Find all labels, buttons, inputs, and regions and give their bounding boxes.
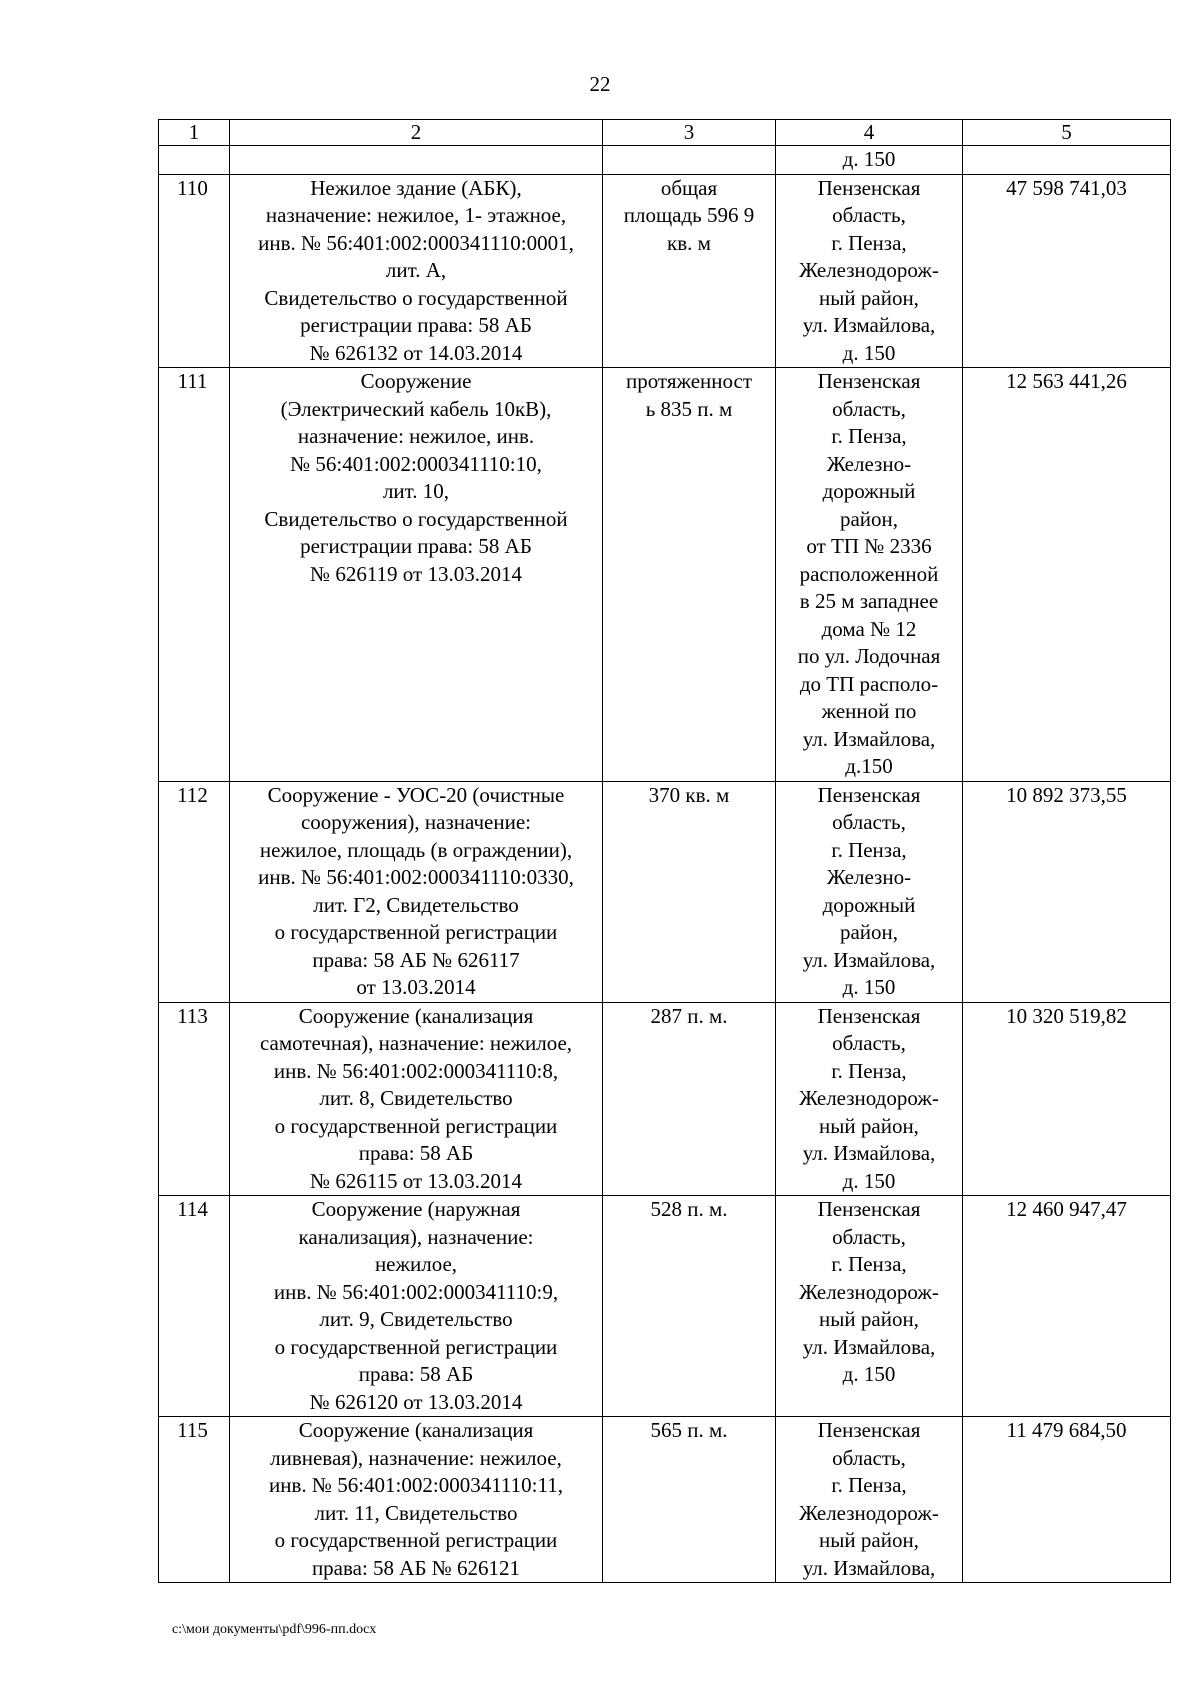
cell-measure: протяженност ь 835 п. м xyxy=(603,368,776,782)
header-col-1: 1 xyxy=(159,120,230,146)
cell-num: 110 xyxy=(159,174,230,368)
table-body xyxy=(159,146,1171,1583)
cell-description: Сооружение - УОС-20 (очистные сооружения), назначение: нежилое, площадь (в ограждении), инв. № 56:401:002:000341110:0330, лит. Г2, Свидетельство о государственной регистрации права: 58 АБ № 626117 от 13.03.2014 xyxy=(230,781,603,1002)
header-col-5: 5 xyxy=(963,120,1171,146)
cell-measure: 370 кв. м xyxy=(603,781,776,1002)
cell-description: Сооружение (канализация самотечная), назначение: нежилое, инв. № 56:401:002:000341110:8, лит. 8, Свидетельство о государственной регистрации права: 58 АБ № 626115 от 13.03.2014 xyxy=(230,1002,603,1196)
cell-description xyxy=(230,146,603,175)
table-row xyxy=(159,781,1171,1002)
cell-description: Сооружение (Электрический кабель 10кВ), назначение: нежилое, инв. № 56:401:002:000341110:10, лит. 10, Свидетельство о государственной регистрации права: 58 АБ № 626119 от 13.03.2014 xyxy=(230,368,603,782)
cell-value: 10 320 519,82 xyxy=(963,1002,1171,1196)
footer-file-path: c:\мои документы\pdf\996-пп.docx xyxy=(172,1622,377,1637)
cell-num: 115 xyxy=(159,1417,230,1583)
continuation-row xyxy=(159,146,1171,175)
table-row xyxy=(159,1002,1171,1196)
cell-description: Нежилое здание (АБК), назначение: нежилое, 1- этажное, инв. № 56:401:002:000341110:0001, лит. А, Свидетельство о государственной регистрации права: 58 АБ № 626132 от 14.03.2014 xyxy=(230,174,603,368)
table-row xyxy=(159,1417,1171,1583)
cell-num xyxy=(159,146,230,175)
cell-num: 114 xyxy=(159,1196,230,1417)
header-row xyxy=(159,120,1171,146)
cell-address: Пензенская область, г. Пенза, Железно- дорожный район, от ТП № 2336 расположенной в 25 м западнее дома № 12 по ул. Лодочная до ТП располо- женной по ул. Измайлова, д.150 xyxy=(776,368,963,782)
page-number: 22 xyxy=(589,72,611,96)
table-header xyxy=(159,120,1171,146)
cell-value: 47 598 741,03 xyxy=(963,174,1171,368)
cell-value: 12 460 947,47 xyxy=(963,1196,1171,1417)
cell-address: Пензенская область, г. Пенза, Железнодорож- ный район, ул. Измайлова, д. 150 xyxy=(776,174,963,368)
cell-address: Пензенская область, г. Пенза, Железнодорож- ный район, ул. Измайлова, д. 150 xyxy=(776,1002,963,1196)
cell-value: 12 563 441,26 xyxy=(963,368,1171,782)
cell-num: 113 xyxy=(159,1002,230,1196)
cell-value: 10 892 373,55 xyxy=(963,781,1171,1002)
property-table xyxy=(158,119,1171,1583)
table-row xyxy=(159,174,1171,368)
table-row xyxy=(159,1196,1171,1417)
header-col-3: 3 xyxy=(603,120,776,146)
table-row xyxy=(159,368,1171,782)
cell-value: 11 479 684,50 xyxy=(963,1417,1171,1583)
cell-value xyxy=(963,146,1171,175)
cell-measure: общая площадь 596 9 кв. м xyxy=(603,174,776,368)
header-col-4: 4 xyxy=(776,120,963,146)
cell-measure xyxy=(603,146,776,175)
cell-measure: 565 п. м. xyxy=(603,1417,776,1583)
cell-address: Пензенская область, г. Пенза, Железно- дорожный район, ул. Измайлова, д. 150 xyxy=(776,781,963,1002)
cell-measure: 287 п. м. xyxy=(603,1002,776,1196)
cell-num: 112 xyxy=(159,781,230,1002)
header-col-2: 2 xyxy=(230,120,603,146)
cell-description: Сооружение (канализация ливневая), назначение: нежилое, инв. № 56:401:002:000341110:11, лит. 11, Свидетельство о государственной регистрации права: 58 АБ № 626121 xyxy=(230,1417,603,1583)
cell-address: д. 150 xyxy=(776,146,963,175)
cell-address: Пензенская область, г. Пенза, Железнодорож- ный район, ул. Измайлова, xyxy=(776,1417,963,1583)
cell-measure: 528 п. м. xyxy=(603,1196,776,1417)
cell-description: Сооружение (наружная канализация), назначение: нежилое, инв. № 56:401:002:000341110:9, лит. 9, Свидетельство о государственной регистрации права: 58 АБ № 626120 от 13.03.2014 xyxy=(230,1196,603,1417)
cell-num: 111 xyxy=(159,368,230,782)
cell-address: Пензенская область, г. Пенза, Железнодорож- ный район, ул. Измайлова, д. 150 xyxy=(776,1196,963,1417)
